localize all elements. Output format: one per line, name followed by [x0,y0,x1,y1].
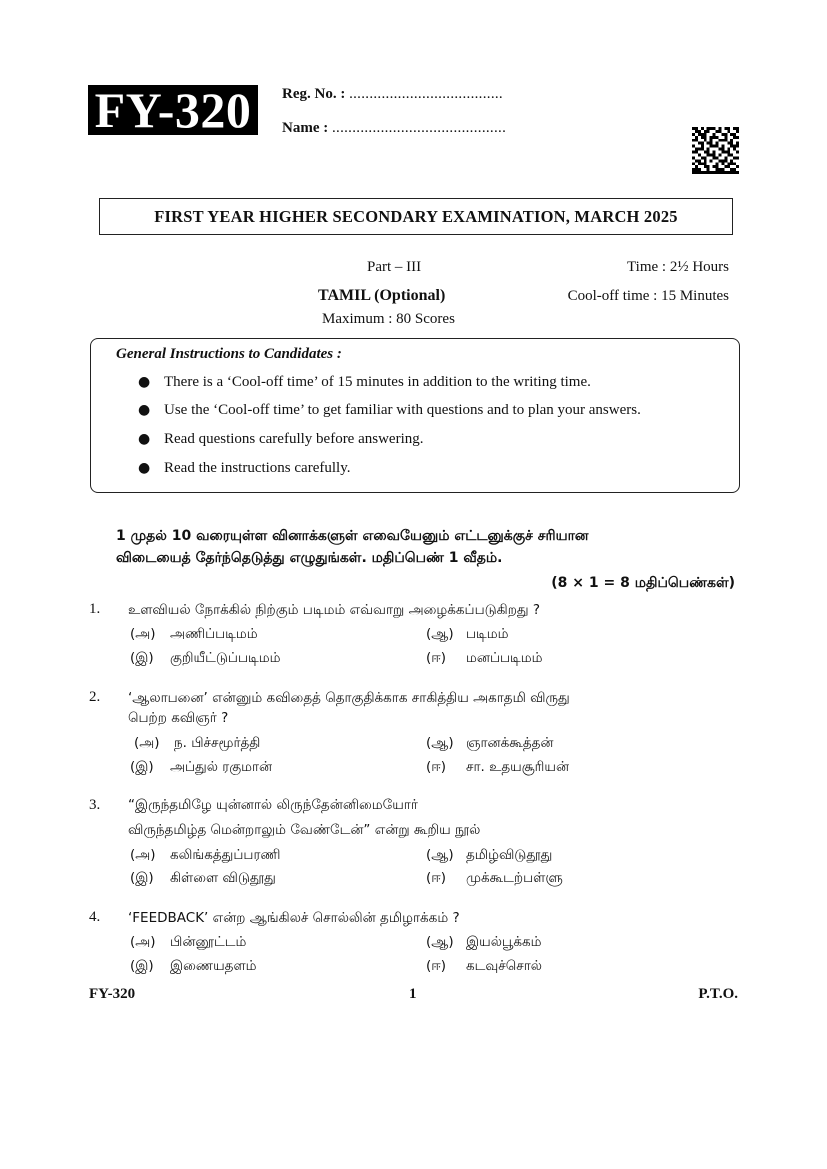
option-b: (ஆ) படிமம் [426,626,509,642]
option-a: (அ) கலிங்கத்துப்பரணி [130,847,281,863]
instruction-item: There is a ‘Cool-off time’ of 15 minutes in addition to the writing time. [164,374,591,390]
option-d: (ஈ) மனப்படிமம் [426,650,543,666]
option-c: (இ) கிள்ளை விடுதூது [130,870,276,886]
name-line [282,120,506,137]
option-c: (இ) குறியீட்டுப்படிமம் [130,650,281,666]
bullet-icon: ● [138,374,151,390]
option-a: (அ) ந. பிச்சமூர்த்தி [134,735,261,751]
question-text: ‘ஆலாபனை’ என்னும் கவிதைத் தொகுதிக்காக சாகித்திய அகாதமி விருது [128,690,570,706]
bullet-icon: ● [138,460,151,476]
question-number: 3. [89,797,101,813]
instructions-title: General Instructions to Candidates : [116,346,342,362]
option-c: (இ) இணையதளம் [130,958,257,974]
reg-no-field: ...................................... [349,86,503,102]
section-instruction-line1: 1 முதல் 10 வரையுள்ள வினாக்களுள் எவையேனும் எட்டனுக்குச் சரியான [116,528,589,544]
page-number: 1 [409,986,417,1002]
bullet-icon: ● [138,402,151,418]
part-label: Part – III [367,259,422,275]
exam-title: FIRST YEAR HIGHER SECONDARY EXAMINATION, MARCH 2025 [99,198,733,235]
question-number: 1. [89,601,101,617]
section-marks: (8 × 1 = 8 மதிப்பெண்கள்) [551,575,735,591]
time-label: Time : 2½ Hours [627,259,729,275]
section-instruction-line2: விடையைத் தேர்ந்தெடுத்து எழுதுங்கள். மதிப்பெண் 1 வீதம். [116,550,503,566]
reg-no-label: Reg. No. : [282,86,346,102]
reg-no-line [282,86,503,103]
option-a: (அ) பின்னூட்டம் [130,934,247,950]
question-text: ‘FEEDBACK’ என்ற ஆங்கிலச் சொல்லின் தமிழாக்கம் ? [128,910,460,926]
subject-label: TAMIL (Optional) [318,287,446,304]
instruction-item: Read questions carefully before answering. [164,431,424,447]
option-b: (ஆ) தமிழ்விடுதூது [426,847,553,863]
option-d: (ஈ) முக்கூடற்பள்ளு [426,870,563,886]
option-a: (அ) அணிப்படிமம் [130,626,258,642]
instruction-item: Read the instructions carefully. [164,460,351,476]
option-d: (ஈ) சா. உதயசூரியன் [426,759,570,775]
maximum-scores: Maximum : 80 Scores [322,311,455,327]
bullet-icon: ● [138,431,151,447]
option-b: (ஆ) இயல்பூக்கம் [426,934,542,950]
question-text: “இருந்தமிழே யுன்னால் லிருந்தேன்னிமையோர் [128,797,418,813]
option-c: (இ) அப்துல் ரகுமான் [130,759,273,775]
qr-code-icon [692,127,739,174]
name-label: Name : [282,120,329,136]
paper-code: FY-320 [88,85,258,135]
question-text: உளவியல் நோக்கில் நிற்கும் படிமம் எவ்வாறு அழைக்கப்படுகிறது ? [128,602,541,618]
question-text: விருந்தமிழ்த மென்றாலும் வேண்டேன்” என்று கூறிய நூல் [128,822,481,838]
cool-off-label: Cool-off time : 15 Minutes [567,288,729,304]
footer-paper-code: FY-320 [89,986,136,1002]
question-text: பெற்ற கவிஞர் ? [128,710,229,726]
name-field: ........................................... [331,120,507,136]
question-number: 4. [89,909,101,925]
instruction-item: Use the ‘Cool-off time’ to get familiar with questions and to plan your answers. [164,402,641,418]
question-number: 2. [89,689,101,705]
option-b: (ஆ) ஞானக்கூத்தன் [426,735,554,751]
pto-label: P.T.O. [698,986,738,1002]
option-d: (ஈ) கடவுச்சொல் [426,958,543,974]
